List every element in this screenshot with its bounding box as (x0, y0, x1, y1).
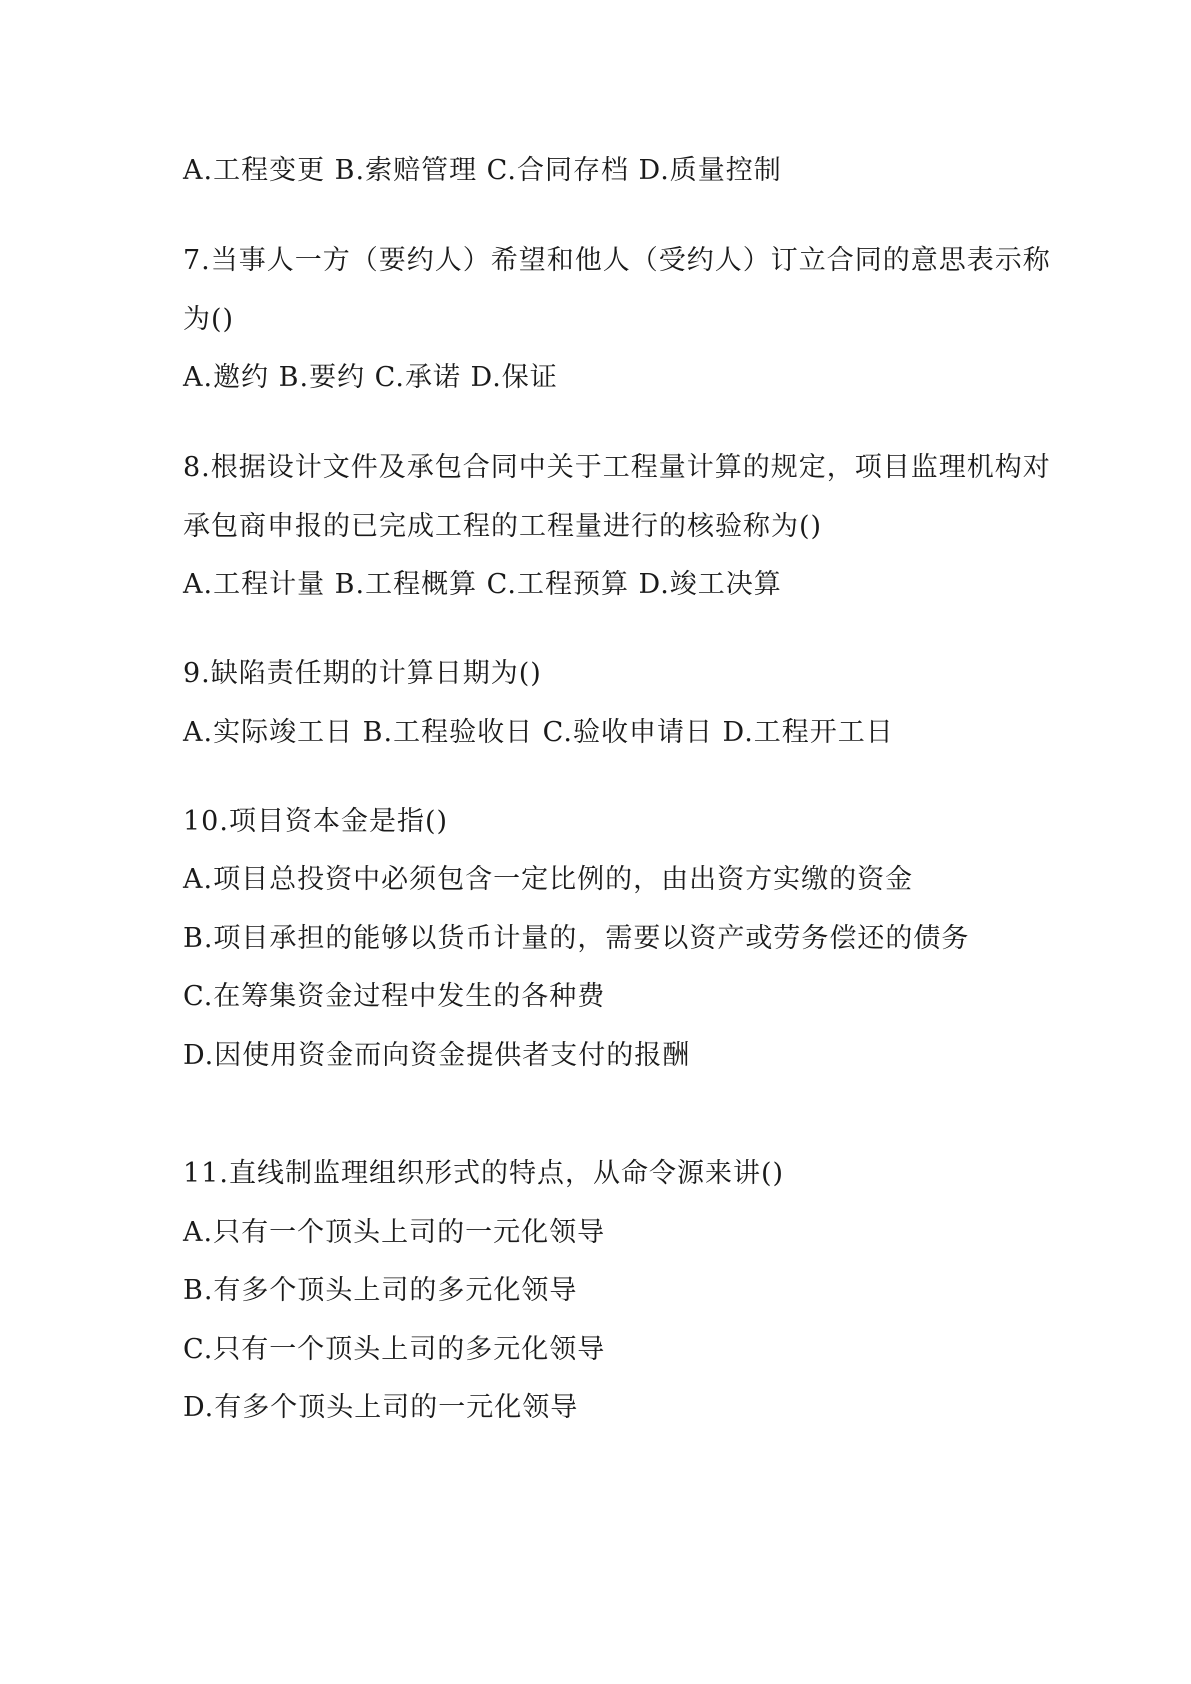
question-7-options: A.邀约 B.要约 C.承诺 D.保证 (183, 362, 558, 393)
question-10-option-b: B.项目承担的能够以货币计量的，需要以资产或劳务偿还的债务 (183, 923, 970, 954)
question-8-options: A.工程计量 B.工程概算 C.工程预算 D.竣工决算 (183, 569, 782, 600)
question-11-option-d: D.有多个顶头上司的一元化领导 (183, 1392, 579, 1423)
question-7-stem-line-2: 为() (183, 304, 235, 335)
question-7-stem-line-1: 7.当事人一方（要约人）希望和他人（受约人）订立合同的意思表示称 (183, 245, 1051, 276)
question-11-option-a: A.只有一个顶头上司的一元化领导 (183, 1217, 606, 1248)
question-10-option-a: A.项目总投资中必须包含一定比例的，由出资方实缴的资金 (183, 864, 914, 895)
question-9-options: A.实际竣工日 B.工程验收日 C.验收申请日 D.工程开工日 (183, 717, 894, 748)
question-8-stem-line-1: 8.根据设计文件及承包合同中关于工程量计算的规定，项目监理机构对 (183, 452, 1051, 483)
question-11-stem: 11.直线制监理组织形式的特点，从命令源来讲() (183, 1158, 785, 1189)
question-8-stem-line-2: 承包商申报的已完成工程的工程量进行的核验称为() (183, 511, 823, 542)
question-10-stem: 10.项目资本金是指() (183, 806, 449, 837)
question-10-option-d: D.因使用资金而向资金提供者支付的报酬 (183, 1040, 691, 1071)
question-9-stem: 9.缺陷责任期的计算日期为() (183, 658, 542, 689)
question-10-option-c: C.在筹集资金过程中发生的各种费 (183, 981, 606, 1012)
question-11-option-c: C.只有一个顶头上司的多元化领导 (183, 1334, 606, 1365)
question-11-option-b: B.有多个顶头上司的多元化领导 (183, 1275, 578, 1306)
question-6-options: A.工程变更 B.索赔管理 C.合同存档 D.质量控制 (183, 155, 782, 186)
